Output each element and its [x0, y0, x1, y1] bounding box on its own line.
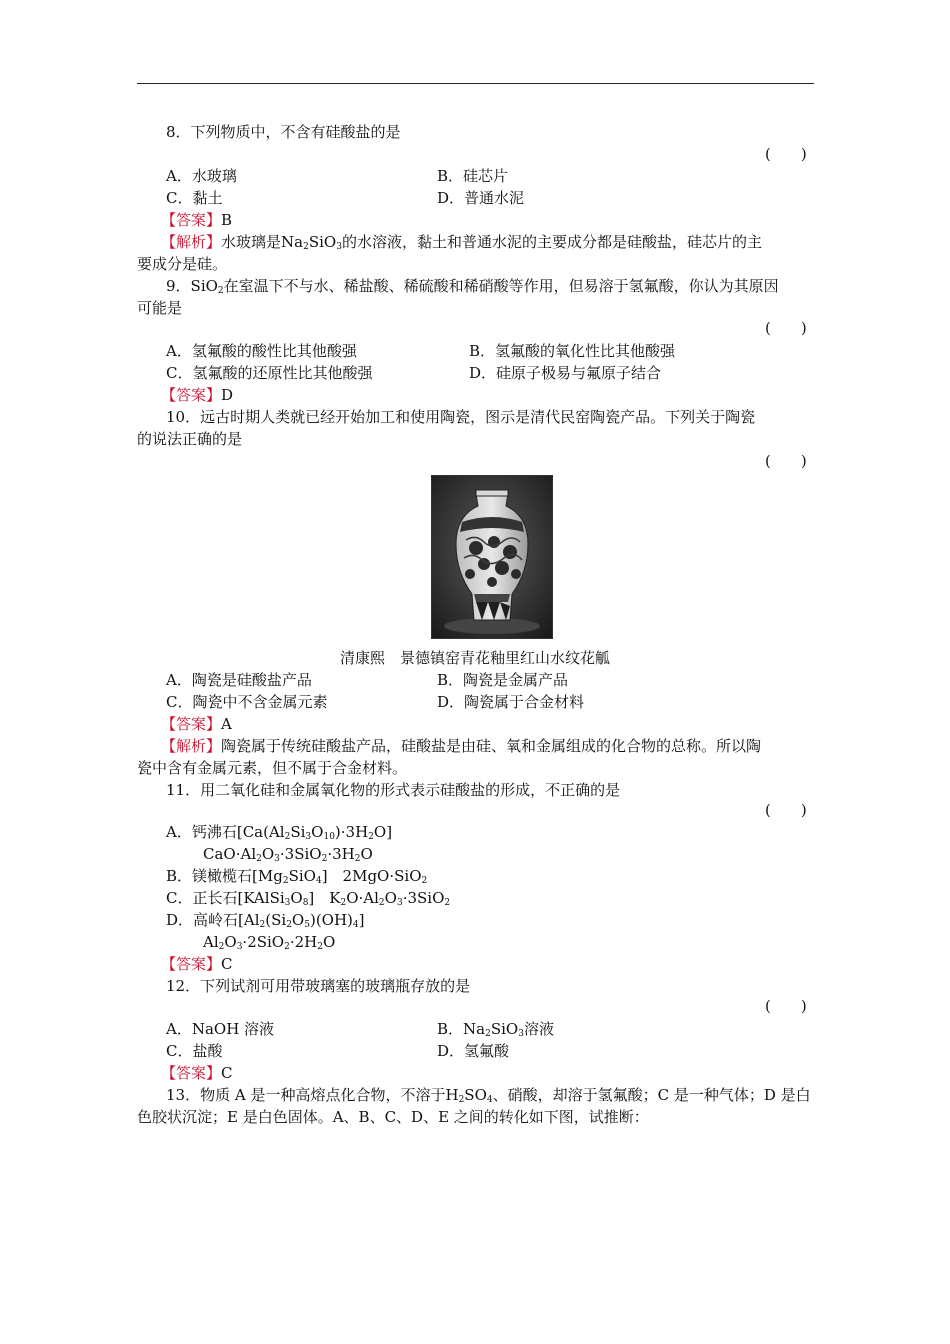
q8-answer-blank: ( )	[765, 145, 807, 163]
q11-option-d: D．高岭石$[Al_2(Si_2O_5)(OH)_4]$	[166, 911, 365, 930]
q10-option-d: D．陶瓷属于合金材料	[437, 693, 585, 711]
q13-stem-line-1: 13．物质 A 是一种高熔点化合物，不溶于$H_2SO_4$、硝酸，却溶于氢氟酸；C 是一种气体；D 是白	[166, 1086, 811, 1105]
vase-caption: 清康熙 景德镇窑青花釉里红山水纹花觚	[340, 649, 611, 667]
q10-stem-line-2: 的说法正确的是	[137, 430, 243, 448]
q12-stem: 12．下列试剂可用带玻璃塞的玻璃瓶存放的是	[166, 977, 471, 995]
q9-answer: 【答案】D	[161, 386, 234, 404]
q9-option-c: C．氢氟酸的还原性比其他酸强	[166, 364, 373, 382]
q8-option-d: D．普通水泥	[437, 189, 525, 207]
q10-analysis-line-1: 【解析】陶瓷属于传统硅酸盐产品，硅酸盐是由硅、氧和金属组成的化合物的总称。所以陶	[161, 737, 762, 755]
q8-analysis-line-1: 【解析】水玻璃是$Na_2SiO_3$的水溶液，黏土和普通水泥的主要成分都是硅酸盐，硅芯片的主	[161, 233, 762, 252]
q11-answer-blank: ( )	[765, 801, 807, 819]
q10-answer: 【答案】A	[161, 715, 232, 733]
q9-answer-blank: ( )	[765, 319, 807, 337]
q8-option-c: C．黏土	[166, 189, 223, 207]
q9-stem-line-2: 可能是	[137, 299, 183, 317]
vase-illustration	[432, 476, 552, 638]
q12-option-d: D．氢氟酸	[437, 1042, 510, 1060]
q9-option-b: B．氢氟酸的氧化性比其他酸强	[469, 342, 676, 360]
q13-stem-line-2: 色胶状沉淀；E 是白色固体。A、B、C、D、E 之间的转化如下图，试推断：	[137, 1108, 649, 1126]
q12-option-a: A．NaOH 溶液	[166, 1020, 275, 1038]
q12-option-c: C．盐酸	[166, 1042, 223, 1060]
q10-option-c: C．陶瓷中不含金属元素	[166, 693, 328, 711]
q9-option-a: A．氢氟酸的酸性比其他酸强	[166, 342, 357, 360]
q10-answer-blank: ( )	[765, 452, 807, 470]
q12-answer: 【答案】C	[161, 1064, 233, 1082]
q8-answer: 【答案】B	[161, 211, 233, 229]
q9-option-d: D．硅原子极易与氟原子结合	[469, 364, 662, 382]
q8-analysis-line-2: 要成分是硅。	[137, 255, 228, 273]
q11-option-b: B．镁橄榄石$[Mg_2SiO_4]$ 2MgO·SiO$_2$	[166, 867, 428, 886]
q9-stem-line-1: 9．SiO$_2$在室温下不与水、稀盐酸、稀硫酸和稀硝酸等作用，但易溶于氢氟酸，你认为其原因	[166, 277, 779, 296]
q12-answer-blank: ( )	[765, 997, 807, 1015]
q11-option-a-formula: $CaO\cdot Al_2O_3\cdot 3SiO_2\cdot 3H_2O$	[203, 845, 373, 864]
q8-option-b: B．硅芯片	[437, 167, 509, 185]
q8-option-a: A．水玻璃	[166, 167, 237, 185]
q11-stem: 11．用二氧化硅和金属氧化物的形式表示硅酸盐的形成，不正确的是	[166, 781, 621, 799]
q10-option-a: A．陶瓷是硅酸盐产品	[166, 671, 312, 689]
q10-stem-line-1: 10．远古时期人类就已经开始加工和使用陶瓷，图示是清代民窑陶瓷产品。下列关于陶瓷	[166, 408, 756, 426]
header-rule	[137, 83, 814, 84]
q12-option-b: B．$Na_2SiO_3$溶液	[437, 1020, 554, 1039]
q10-option-b: B．陶瓷是金属产品	[437, 671, 569, 689]
q11-option-d-formula: $Al_2O_3\cdot 2SiO_2\cdot 2H_2O$	[203, 933, 336, 952]
q11-option-c: C．正长石$[KAlSi_3O_8]$ $K_2O\cdot Al_2O_3\cdot 3SiO_2$	[166, 889, 451, 908]
q11-answer: 【答案】C	[161, 955, 233, 973]
q10-analysis-line-2: 瓷中含有金属元素，但不属于合金材料。	[137, 759, 408, 777]
vase-photo	[431, 475, 553, 639]
q11-option-a: A．钙沸石$[Ca(Al_2Si_3O_{10})\cdot 3H_2O]$	[166, 823, 393, 842]
q8-stem: 8．下列物质中，不含有硅酸盐的是	[166, 123, 401, 141]
